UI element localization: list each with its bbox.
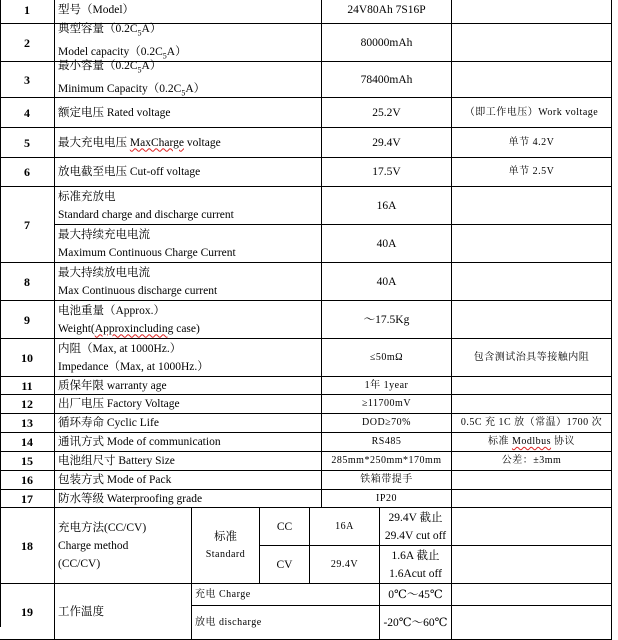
item-cell (55, 452, 322, 471)
value-cell (322, 414, 452, 433)
charge-method-cell (55, 508, 192, 584)
cc-label-cell (260, 508, 310, 546)
item-cell (55, 339, 322, 377)
item-cell (55, 377, 322, 395)
work-temp-label: 工作温度 (58, 605, 104, 618)
cv-voltage-cell (310, 546, 380, 584)
item-line-cn: 内阻（Max, at 1000Hz.） (58, 342, 182, 355)
item-line-en: Max Continuous discharge current (58, 284, 218, 297)
value-text: ≤50mΩ (369, 351, 404, 363)
note-cell (452, 263, 612, 301)
note-text: 单节 2.5V (508, 166, 555, 177)
cc-cutoff-cn: 29.4V 截止 (388, 511, 443, 524)
item-line-cn: 电池重量（Approx.） (58, 304, 166, 317)
empty-cell (452, 606, 612, 640)
value-text: 25.2V (372, 106, 401, 119)
item-cell (55, 62, 322, 98)
value-cell (322, 339, 452, 377)
item-line-cn: 通讯方式 Mode of communication (58, 436, 221, 448)
value-text: ～17.5Kg (363, 313, 410, 326)
row-number-text: 2 (24, 35, 30, 50)
row-number-text: 12 (21, 397, 33, 411)
item-cell (55, 395, 322, 414)
cc-current: 16A (335, 520, 354, 532)
value-text: 78400mAh (360, 73, 413, 86)
item-line-en: Weight(Approxincluding case) (58, 322, 200, 335)
value-cell (322, 128, 452, 158)
item-line-cn: 典型容量$(0.2C_5A)$ (58, 23, 162, 38)
value-cell (322, 158, 452, 187)
note-cell (452, 98, 612, 128)
row-number (0, 452, 55, 471)
value-cell (322, 98, 452, 128)
note-cell (452, 128, 612, 158)
empty-cell (452, 546, 612, 584)
cv-label: CV (276, 558, 293, 571)
note-text: 包含测试治具等接触内阻 (473, 351, 590, 363)
value-text: 17.5V (372, 166, 401, 178)
item-cell (55, 301, 322, 339)
row-number-text: 1 (24, 3, 30, 17)
item-line-cn: 质保年限 warranty age (58, 379, 167, 392)
note-cell (452, 433, 612, 452)
value-cell (322, 433, 452, 452)
item-line-cn: 最大持续充电电流 (58, 228, 150, 241)
value-text: 80000mAh (360, 36, 413, 49)
cc-label: CC (276, 520, 293, 533)
charge-method-cn: 充电方法(CC/CV) (58, 521, 147, 534)
charge-method-en: Charge method (58, 539, 129, 552)
note-cell (452, 187, 612, 225)
item-cell (55, 471, 322, 490)
item-line-cn: 电池组尺寸 Battery Size (58, 455, 175, 467)
row-number (0, 508, 55, 584)
note-text: 公差：±3mm (501, 455, 562, 466)
value-cell (322, 377, 452, 395)
row-number-text: 8 (24, 274, 30, 289)
charge-temp-label-cell (192, 584, 380, 606)
row-number-text: 4 (24, 105, 30, 120)
row-number (0, 62, 55, 98)
note-text: 0.5C 充 1C 放（常温）1700 次 (460, 417, 603, 428)
item-cell (55, 433, 322, 452)
row-number-text: 7 (24, 217, 30, 232)
item-line-cn: 防水等级 Waterproofing grade (58, 492, 203, 505)
value-text: ≥11700mV (361, 398, 412, 409)
discharge-temp-range-cell (380, 606, 452, 640)
row-number-text: 9 (24, 312, 30, 327)
row-number (0, 98, 55, 128)
note-cell (452, 377, 612, 395)
cv-cutoff-cell (380, 546, 452, 584)
discharge-temp-label: 放电 discharge (195, 616, 262, 628)
note-cell (452, 414, 612, 433)
row-number-text: 10 (21, 350, 33, 365)
value-text: 40A (376, 237, 397, 250)
value-text: DOD≥70% (362, 417, 411, 428)
note-cell (452, 339, 612, 377)
value-cell (322, 225, 452, 263)
empty-cell (452, 508, 612, 546)
discharge-temp-range: -20℃～60℃ (383, 616, 448, 629)
item-line-en: Maximum Continuous Charge Current (58, 246, 236, 259)
row-number-text: 6 (24, 165, 30, 179)
item-line-cn: 标准充放电 (58, 190, 116, 203)
value-cell (322, 301, 452, 339)
row-number-text: 17 (21, 491, 33, 506)
item-line-cn: 循环寿命 Cyclic Life (58, 417, 159, 429)
row-number (0, 471, 55, 490)
row-number (0, 377, 55, 395)
value-text: 铁箱带提手 (360, 474, 413, 485)
row-number-text: 3 (24, 72, 30, 87)
row-number (0, 158, 55, 187)
value-cell (322, 263, 452, 301)
value-text: 285mm*250mm*170mm (331, 455, 442, 466)
item-cell (55, 225, 322, 263)
row-number (0, 414, 55, 433)
row-number-text: 5 (24, 135, 30, 150)
note-cell (452, 452, 612, 471)
item-cell (55, 414, 322, 433)
note-cell (452, 301, 612, 339)
item-cell (55, 128, 322, 158)
item-line-cn: 出厂电压 Factory Voltage (58, 398, 180, 410)
note-cell (452, 0, 612, 24)
charge-temp-label: 充电 Charge (195, 588, 251, 600)
note-cell (452, 395, 612, 414)
charge-method-sub: (CC/CV) (58, 557, 101, 570)
row-number (0, 301, 55, 339)
value-text: 24V80Ah 7S16P (347, 4, 426, 16)
note-cell (452, 225, 612, 263)
item-line-cn: 额定电压 Rated voltage (58, 106, 171, 119)
note-text: 标准 Modlbus 协议 (487, 436, 576, 447)
row-number (0, 187, 55, 263)
row-number (0, 263, 55, 301)
item-cell (55, 187, 322, 225)
discharge-temp-label-cell (192, 606, 380, 640)
item-line-en: Impedance（Max, at 1000Hz.） (58, 360, 209, 373)
row-number-text: 18 (21, 538, 33, 553)
standard-en: Standard (205, 548, 246, 560)
work-temp-cell (55, 584, 192, 640)
cv-label-cell (260, 546, 310, 584)
row-number-text: 13 (21, 416, 33, 430)
note-text: 单节 4.2V (508, 136, 555, 148)
row-number (0, 433, 55, 452)
row-number-text: 16 (21, 473, 33, 487)
value-text: IP20 (376, 492, 397, 504)
note-cell (452, 24, 612, 62)
item-cell (55, 263, 322, 301)
item-line-cn: 最大持续放电电流 (58, 266, 150, 279)
note-cell (452, 158, 612, 187)
item-cell (55, 98, 322, 128)
item-cell (55, 158, 322, 187)
cc-cutoff-en: 29.4V cut off (384, 529, 447, 542)
row-number (0, 0, 55, 24)
item-line-en: Model $capacity(0.2C_5A)$ (58, 45, 187, 60)
value-cell (322, 0, 452, 24)
row-number (0, 339, 55, 377)
value-text: RS485 (371, 436, 402, 447)
row-number-text: 11 (21, 378, 33, 393)
item-line-cn: 型号（Model） (58, 4, 135, 16)
standard-cell (192, 508, 260, 584)
empty-cell (452, 584, 612, 606)
cv-voltage: 29.4V (330, 558, 359, 570)
standard-cn: 标准 (214, 530, 237, 543)
row-number-text: 19 (21, 604, 33, 619)
note-cell (452, 490, 612, 508)
value-cell (322, 395, 452, 414)
value-text: 16A (376, 199, 397, 212)
value-cell (322, 24, 452, 62)
item-line-en: Standard charge and discharge current (58, 208, 234, 221)
value-cell (322, 471, 452, 490)
row-number (0, 128, 55, 158)
item-line-cn: 放电截至电压 Cut-off voltage (58, 166, 201, 178)
item-line-cn: 包装方式 Mode of Pack (58, 474, 172, 486)
item-line-cn: 最大充电电压 MaxCharge voltage (58, 136, 221, 149)
item-line-en: Minimum $Capacity(0.2C_5A)$ (58, 82, 206, 97)
cv-cutoff-en: 1.6Acut off (389, 567, 442, 580)
row-number (0, 395, 55, 414)
value-text: 40A (376, 275, 397, 288)
cc-cutoff-cell (380, 508, 452, 546)
value-cell (322, 452, 452, 471)
value-cell (322, 62, 452, 98)
cc-current-cell (310, 508, 380, 546)
row-number (0, 24, 55, 62)
note-text: （即工作电压）Work voltage (464, 106, 599, 118)
item-cell (55, 490, 322, 508)
note-cell (452, 471, 612, 490)
value-cell (322, 490, 452, 508)
note-cell (452, 62, 612, 98)
charge-temp-range-cell (380, 584, 452, 606)
value-text: 29.4V (372, 136, 401, 149)
cv-cutoff-cn: 1.6A 截止 (391, 549, 440, 562)
value-text: 1年 1year (364, 379, 409, 391)
row-number (0, 490, 55, 508)
value-cell (322, 187, 452, 225)
row-number-text: 15 (21, 454, 33, 468)
row-number (0, 584, 55, 640)
charge-temp-range: 0℃～45℃ (388, 588, 443, 601)
row-number-text: 14 (21, 435, 33, 449)
item-line-cn: 最小容量$(0.2C_5A)$ (58, 60, 162, 75)
